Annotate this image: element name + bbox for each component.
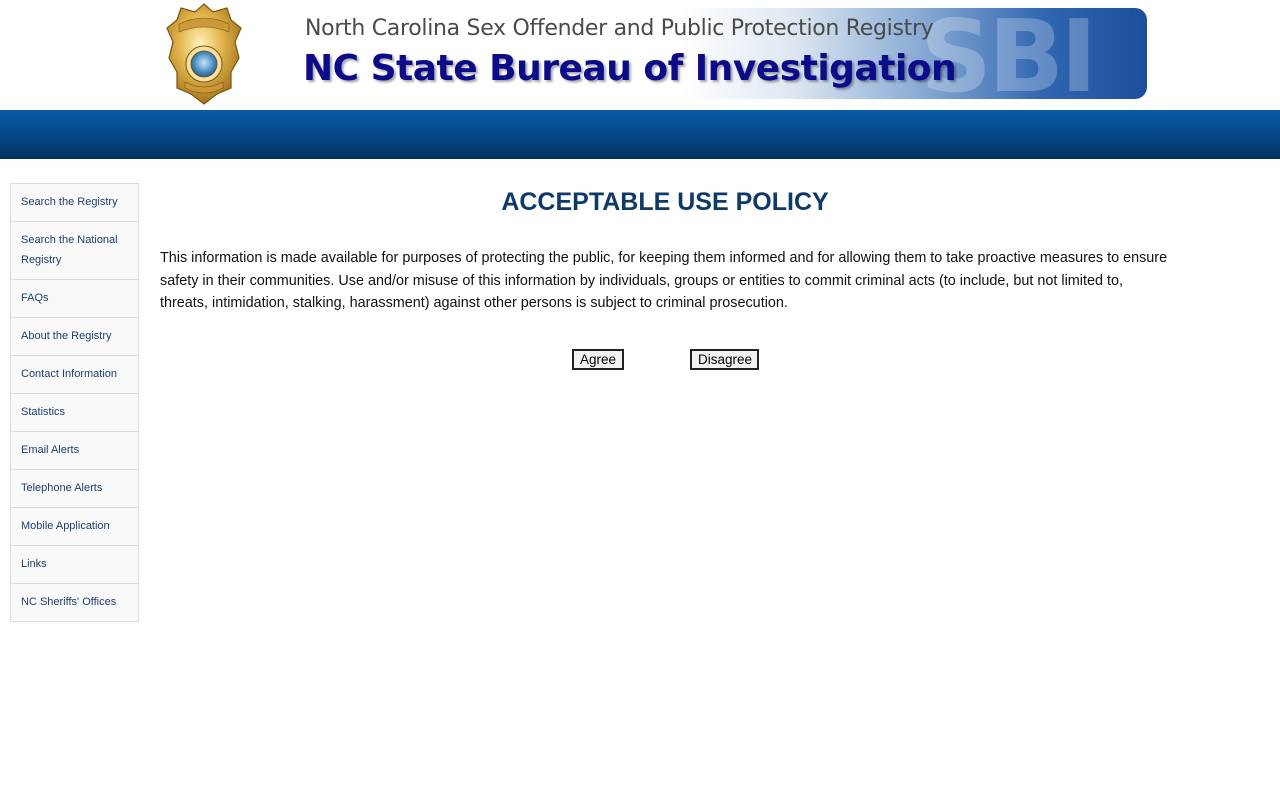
sidebar-item-faqs[interactable]: FAQs [11,280,138,318]
nav-band [0,110,1280,159]
header-banner [300,8,1147,99]
sidebar-item-search-national-registry[interactable]: Search the National Registry [11,222,138,280]
sidebar-nav [10,183,139,622]
policy-text: This information is made available for purposes of protecting the public, for keeping them informed and for allowing them to take proactive measures to ensure safety in their communities. Use and/or misuse of this information by individuals, groups or entities to commit criminal acts (to include, but not limited to, threats, intimidation, stalking, harassment) against other persons is subject to criminal prosecution. [160,250,1168,311]
sbi-logo-watermark: SBI [920,8,1094,99]
page-title: ACCEPTABLE USE POLICY [501,188,829,216]
agree-button[interactable]: Agree [572,349,624,370]
sidebar-item-about-registry[interactable]: About the Registry [11,318,138,356]
sidebar-item-statistics[interactable]: Statistics [11,394,138,432]
sbi-badge-icon [165,2,243,106]
sidebar-item-nc-sheriffs-offices[interactable]: NC Sheriffs' Offices [11,584,138,622]
disagree-button[interactable]: Disagree [690,349,759,370]
registry-subtitle: North Carolina Sex Offender and Public Protection Registry [305,16,934,41]
sidebar-item-contact-information[interactable]: Contact Information [11,356,138,394]
site-header [0,0,1280,110]
sidebar-item-links[interactable]: Links [11,546,138,584]
sidebar-item-search-registry[interactable]: Search the Registry [11,184,138,222]
sidebar-item-email-alerts[interactable]: Email Alerts [11,432,138,470]
policy-buttons [572,349,772,373]
bureau-title: NC State Bureau of Investigation [303,48,957,89]
sidebar-item-telephone-alerts[interactable]: Telephone Alerts [11,470,138,508]
main-content [160,183,1170,367]
sidebar-item-mobile-application[interactable]: Mobile Application [11,508,138,546]
